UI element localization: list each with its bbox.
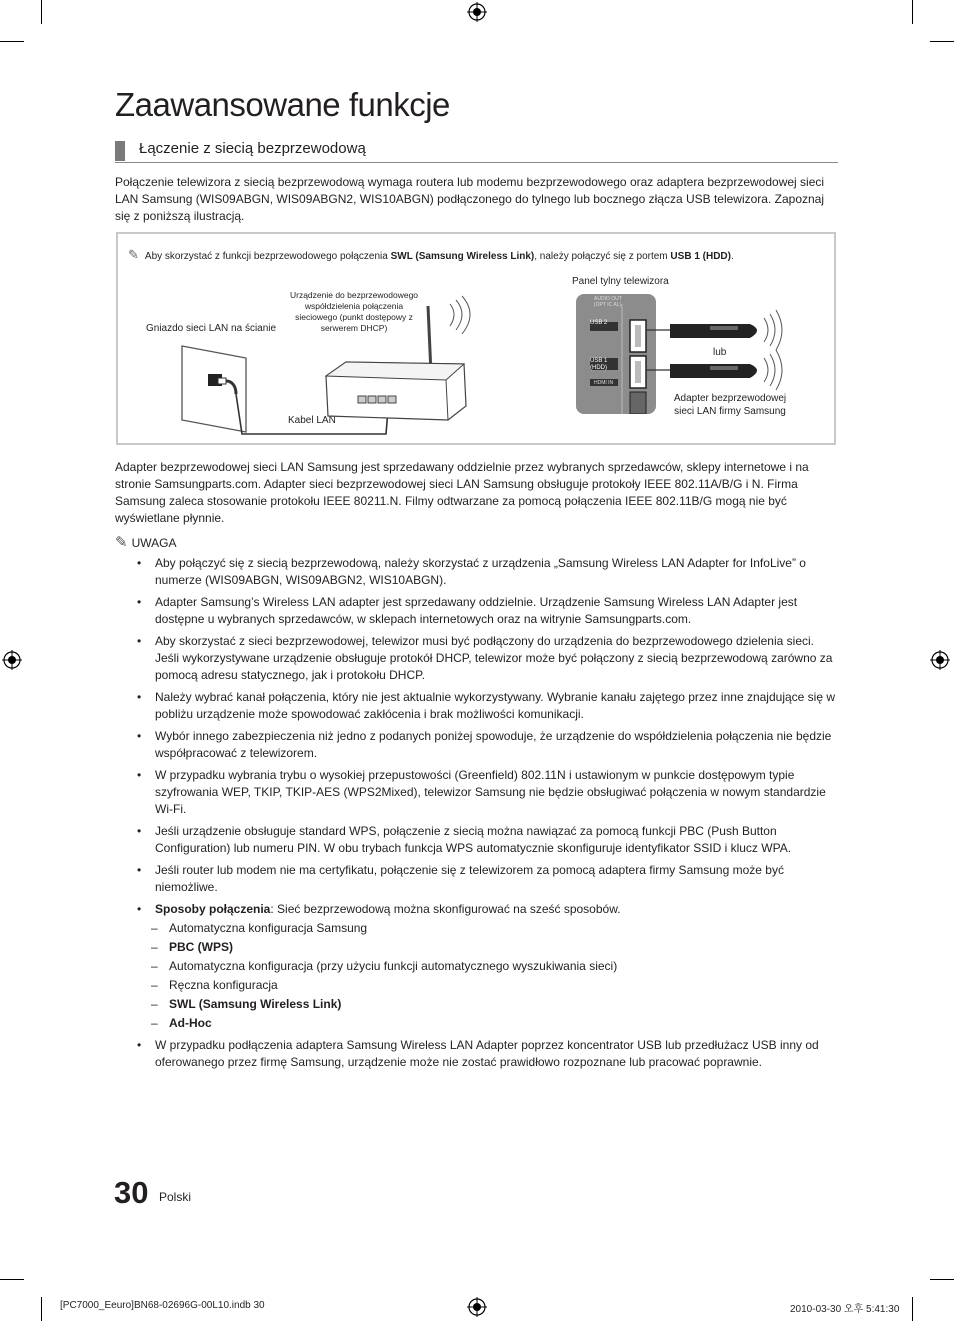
section-divider <box>115 162 838 163</box>
port-hdmi-label: HDMI IN <box>594 380 614 386</box>
note-header <box>115 533 176 551</box>
note-usb: USB 1 (HDD) <box>670 251 731 262</box>
list-item: • Wybór innego zabezpieczenia niż jedno z podanych poniżej spowoduje, że urządzenie do współdzielenia połączenia nie będzie współpracować z telewizorem. <box>137 728 837 762</box>
list-item-methods <box>137 901 837 1032</box>
crop-mark <box>930 41 954 42</box>
registration-mark-icon <box>2 650 22 670</box>
list-item: • Aby połączyć się z siecią bezprzewodową, należy skorzystać z urządzenia „Samsung Wireless LAN Adapter for InfoLive” o numerze (WIS09ABGN, WIS09ABGN2, WIS10ABGN). <box>137 555 837 589</box>
list-item: • Jeśli router lub modem nie ma certyfikatu, połączenie się z telewizorem za pomocą adaptera firmy Samsung może być niemożliwe. <box>137 862 837 896</box>
wireless-adapter-illustration <box>640 308 790 398</box>
method-adhoc: Ad-Hoc <box>169 1016 212 1030</box>
methods-text: : Sieć bezprzewodową można skonfigurować na sześć sposobów. <box>270 902 621 916</box>
section-title: Łączenie z siecią bezprzewodową <box>139 140 366 157</box>
port-usb2-label: USB 2 <box>590 320 608 326</box>
registration-mark-icon <box>467 1297 487 1317</box>
label-tv-panel: Panel tylny telewizora <box>572 276 669 287</box>
pencil-note-icon: ✎ <box>128 247 139 262</box>
methods-sublist <box>151 920 837 1032</box>
adapter-paragraph: Adapter bezprzewodowej sieci LAN Samsung jest sprzedawany oddzielnie przez wybranych sprzedawców, sklepy internetowe i na stronie Samsungparts.com. Adapter sieci bezprzewodowej sieci LAN Samsung obsługuje protokoły IEEE 802.11A/B/G i N. Firma Samsung zaleca stosowanie protokołu IEEE 80211.N. Filmy odtwarzane za pomocą połączenia IEEE 802.11B/G mogą nie być wyświetlane płynnie. <box>115 460 809 525</box>
registration-mark-icon <box>467 2 487 22</box>
list-item: • Aby skorzystać z sieci bezprzewodowej, telewizor musi być podłączony do urządzenia do bezprzewodowego dzielenia sieci. Jeśli wykorzystywane urządzenie obsługuje protokół DHCP, telewizor może być połączony z siecią bezprzewodową zarówno za pomocą adresu statycznego, jak i protokołu DHCP. <box>137 633 837 684</box>
sub-list-item: – Ręczna konfiguracja <box>151 977 837 994</box>
note-label: UWAGA <box>131 536 177 550</box>
label-lan-cable: Kabel LAN <box>288 415 336 426</box>
note-text: . <box>730 251 734 262</box>
sub-list-item: – Automatyczna konfiguracja Samsung <box>151 920 837 937</box>
method-swl: SWL (Samsung Wireless Link) <box>169 997 342 1011</box>
list-item: • W przypadku wybrania trybu o wysokiej przepustowości (Greenfield) 802.11N i ustawionym w punkcie dostępowym typie szyfrowania WEP, TKIP, TKIP-AES (WPS2Mixed), telewizor Samsung nie będzie obsługiwać połączenia w nowym standardzie Wi-Fi. <box>137 767 837 818</box>
sub-list-item <box>151 939 837 956</box>
list-item: • W przypadku podłączenia adaptera Samsung Wireless LAN Adapter poprzez koncentrator USB lub przedłużacz USB inny od oferowanego przez firmę Samsung, urządzenie może nie zostać prawidłowo rozpoznane lub pracować poprawnie. <box>137 1037 837 1071</box>
list-item: • Należy wybrać kanał połączenia, który nie jest aktualnie wykorzystywany. Wybranie kanału zajętego przez inne znajdujące się w pobliżu urządzenie może spowodować zakłócenia i brak możliwości komunikacji. <box>137 689 837 723</box>
section-marker <box>115 141 125 161</box>
router-illustration <box>318 284 488 434</box>
page-number: 30 <box>114 1175 149 1210</box>
list-item: • Adapter Samsung’s Wireless LAN adapter jest sprzedawany oddzielnie. Urządzenie Samsung Wireless LAN Adapter jest dostępne u wybranych sprzedawców, w sklepach internetowych oraz na witrynie Samsungparts.com. <box>137 594 837 628</box>
sub-list-item: – Automatyczna konfiguracja (przy użyciu funkcji automatycznego wyszukiwania sieci) <box>151 958 837 975</box>
pencil-note-icon: ✎ <box>115 534 128 551</box>
method-pbc: PBC (WPS) <box>169 940 233 954</box>
label-wall-socket: Gniazdo sieci LAN na ścianie <box>146 323 277 334</box>
intro-paragraph: Połączenie telewizora z siecią bezprzewodową wymaga routera lub modemu bezprzewodowego oraz adaptera bezprzewodowej sieci LAN Samsung (WIS09ABGN, WIS09ABGN2, WIS10ABGN) podłączonego do tylnego lub bocznego złącza USB telewizora. Zapoznaj się z poniższą ilustracją. <box>115 175 825 223</box>
page-title: Zaawansowane funkcje <box>115 86 450 123</box>
sub-list-item <box>151 996 837 1013</box>
crop-mark <box>930 1279 954 1280</box>
note-swl: SWL (Samsung Wireless Link) <box>390 251 535 262</box>
note-text: Aby skorzystać z funkcji bezprzewodowego połączenia <box>144 251 391 262</box>
registration-mark-icon <box>930 650 950 670</box>
label-or: lub <box>713 347 727 358</box>
crop-mark <box>0 1279 24 1280</box>
print-timestamp: 2010-03-30 오후 5:41:30 <box>790 1304 900 1315</box>
crop-mark <box>41 1297 42 1321</box>
sub-list-item <box>151 1015 837 1032</box>
note-text: , należy połączyć się z portem <box>534 251 671 262</box>
methods-label: Sposoby połączenia <box>155 902 271 916</box>
crop-mark <box>41 0 42 24</box>
connection-diagram <box>116 232 836 445</box>
crop-mark <box>912 1297 913 1321</box>
page-language: Polski <box>159 1190 192 1204</box>
list-item: • Jeśli urządzenie obsługuje standard WPS, połączenie z siecią można nawiązać za pomocą funkcji PBC (Push Button Configuration) lub numeru PIN. W obu trybach funkcja WPS automatycznie skonfiguruje identyfikator SSID i klucz WPA. <box>137 823 837 857</box>
label-router: Urządzenie do bezprzewodowego współdzielenia połączenia sieciowego (punkt dostępowy z serwerem DHCP) <box>289 290 419 333</box>
port-audio-label: AUDIO OUT (OPT IC AL) <box>594 296 622 308</box>
print-file-info: [PC7000_Eeuro]BN68-02696G-00L10.indb 30 <box>60 1300 265 1311</box>
crop-mark <box>0 41 24 42</box>
crop-mark <box>912 0 913 24</box>
notes-list <box>137 555 837 1076</box>
port-usb1-label: USB 1 (HDD) <box>590 358 608 371</box>
label-adapter: Adapter bezprzewodowej sieci LAN firmy Samsung <box>673 393 787 417</box>
